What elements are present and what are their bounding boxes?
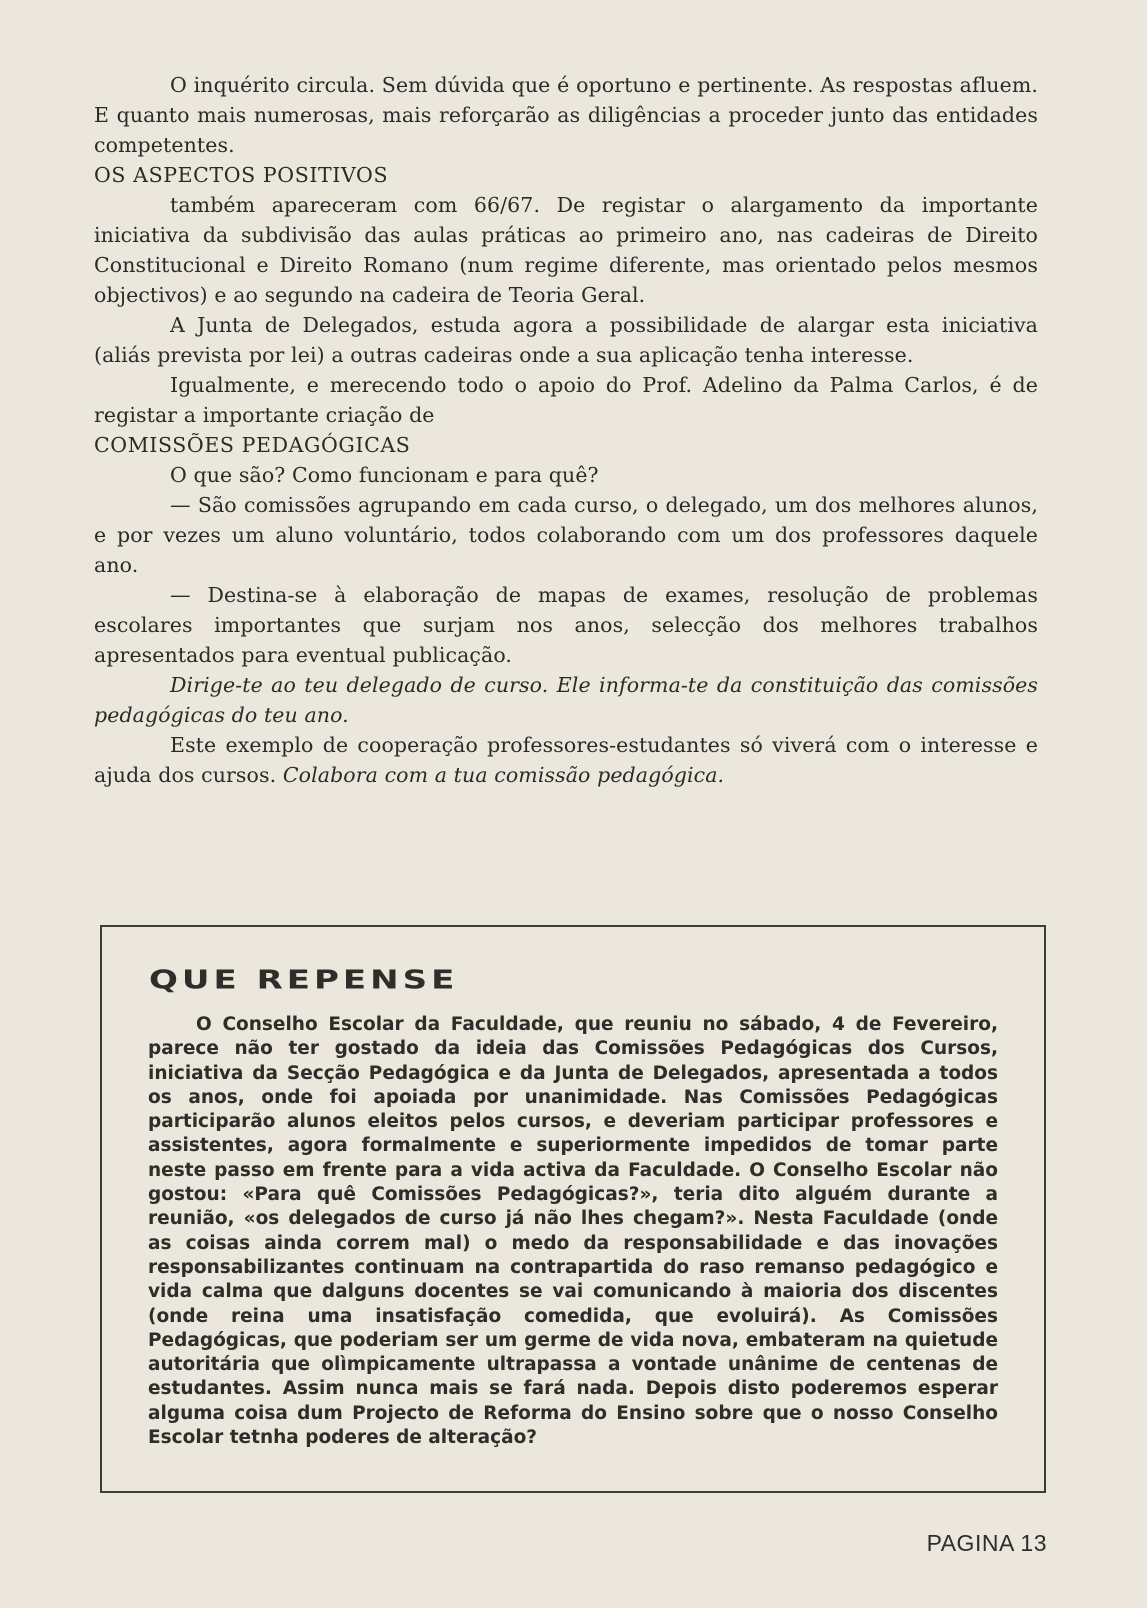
paragraph-junta-delegados: A Junta de Delegados, estuda agora a possibilidade de alargar esta iniciativa (aliás prevista por lei) a outras cadeiras onde a sua aplicação tenha interesse. bbox=[94, 313, 1038, 367]
italic-colabora: Colabora com a tua comissão pedagógica. bbox=[282, 763, 725, 787]
paragraph-inquiry: O inquérito circula. Sem dúvida que é oportuno e pertinente. As respostas afluem. E quanto mais numerosas, mais reforçarão as diligências a proceder junto das entidades competentes. bbox=[94, 73, 1038, 157]
article-body bbox=[94, 70, 1038, 790]
paragraph-igualmente: Igualmente, e merecendo todo o apoio do Prof. Adelino da Palma Carlos, é de registar a importante criação de bbox=[94, 373, 1038, 427]
paragraph-este-exemplo bbox=[94, 730, 1038, 790]
page-number: PAGINA 13 bbox=[926, 1530, 1047, 1556]
section-heading-commissions: COMISSÕES PEDAGÓGICAS bbox=[94, 433, 411, 457]
paragraph-questions: O que são? Como funcionam e para quê? bbox=[170, 463, 599, 487]
box-text: O Conselho Escolar da Faculdade, que reuniu no sábado, 4 de Fevereiro, parece não ter gostado da ideia das Comissões Pedagógicas dos Cursos, iniciativa da Secção Pedagógica e da Junta de Delegados, apresentada a todos os anos, onde foi apoiada por unanimidade. Nas Comissões Pedagógicas participarão alunos eleitos pelos cursos, e deveriam participar professores e assistentes, agora formalmente e superiormente impedidos de tomar parte neste passo em frente para a vida activa da Faculdade. O Conselho Escolar não gostou: «Para quê Comissões Pedagógicas?», teria dito alguém durante a reunião, «os delegados de curso já não lhes chegam?». Nesta Faculdade (onde as coisas ainda correm mal) o medo da responsabilidade e das inovações responsabilizantes continuam na contrapartida do raso remanso pedagógico e vida calma que dalguns docentes se vai comunicando à maioria dos discentes (onde reina uma insatisfação comedida, que evoluirá). As Comissões Pedagógicas, que poderiam ser um germe de vida nova, embateram na quietude autoritária que olìmpicamente ultrapassa a vontade unânime de centenas de estudantes. Assim nunca mais se fará nada. Depois disto poderemos esperar alguma coisa dum Projecto de Reforma do Ensino sobre que o nosso Conselho Escolar tetnha poderes de alteração? bbox=[148, 1014, 998, 1449]
paragraph-positive-aspects: também apareceram com 66/67. De registar o alargamento da importante iniciativa da subdivisão das aulas práticas ao primeiro ano, nas cadeiras de Direito Constitucional e Direito Romano (num regime diferente, mas orientado pelos mesmos objectivos) e ao segundo na cadeira de Teoria Geral. bbox=[94, 193, 1038, 307]
text-este-exemplo: Este exemplo de cooperação professores-estudantes só viverá com o interesse e ajuda dos cursos. bbox=[94, 733, 1038, 787]
paragraph-destina-se: — Destina-se à elaboração de mapas de exames, resolução de problemas escolares importantes que surjam nos anos, selecção dos melhores trabalhos apresentados para eventual publicação. bbox=[94, 583, 1038, 667]
section-heading-positive-aspects: OS ASPECTOS POSITIVOS bbox=[94, 163, 389, 187]
paragraph-sao-comissoes: — São comissões agrupando em cada curso, o delegado, um dos melhores alunos, e por vezes um aluno voluntário, todos colaborando com um dos professores daquele ano. bbox=[94, 493, 1038, 577]
paragraph-dirige-te bbox=[94, 670, 1038, 730]
box-title: QUE REPENSE bbox=[149, 965, 459, 995]
italic-dirige-te: Dirige-te ao teu delegado de curso. Ele informa-te da constituição das comissões pedagógicas do teu ano. bbox=[94, 673, 1038, 727]
que-repense-box bbox=[100, 925, 1046, 1493]
